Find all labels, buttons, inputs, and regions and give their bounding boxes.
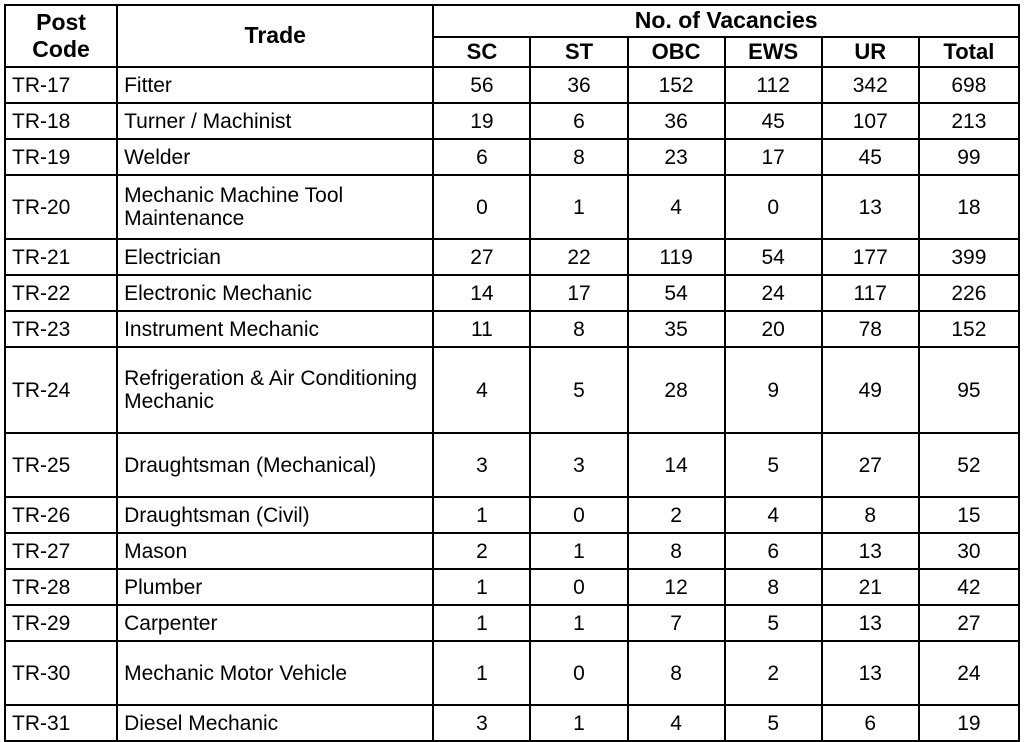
- cell-sc: 1: [433, 497, 530, 533]
- cell-trade: Carpenter: [117, 605, 433, 641]
- cell-total: 18: [919, 175, 1019, 239]
- table-row: [5, 605, 1019, 641]
- cell-obc: 119: [628, 239, 725, 275]
- table-body: [5, 67, 1019, 741]
- cell-total: 27: [919, 605, 1019, 641]
- cell-st: 6: [530, 103, 627, 139]
- table-row: [5, 67, 1019, 103]
- column-header-trade: Trade: [117, 5, 433, 67]
- cell-ur: 49: [822, 347, 919, 433]
- cell-ur: 6: [822, 705, 919, 741]
- cell-sc: 11: [433, 311, 530, 347]
- table-header-row-primary: [5, 5, 1019, 37]
- column-header-sc: SC: [433, 37, 530, 68]
- cell-ur: 177: [822, 239, 919, 275]
- cell-post-code: TR-31: [5, 705, 117, 741]
- cell-ur: 107: [822, 103, 919, 139]
- cell-st: 0: [530, 497, 627, 533]
- cell-ews: 45: [725, 103, 822, 139]
- cell-obc: 23: [628, 139, 725, 175]
- table-row: [5, 275, 1019, 311]
- cell-obc: 8: [628, 533, 725, 569]
- table-row: [5, 239, 1019, 275]
- cell-sc: 1: [433, 641, 530, 705]
- cell-obc: 7: [628, 605, 725, 641]
- cell-sc: 3: [433, 705, 530, 741]
- table-row: [5, 705, 1019, 741]
- cell-ur: 13: [822, 175, 919, 239]
- cell-sc: 14: [433, 275, 530, 311]
- cell-post-code: TR-22: [5, 275, 117, 311]
- cell-total: 213: [919, 103, 1019, 139]
- cell-post-code: TR-30: [5, 641, 117, 705]
- cell-sc: 6: [433, 139, 530, 175]
- column-header-ews: EWS: [725, 37, 822, 68]
- cell-st: 8: [530, 311, 627, 347]
- cell-post-code: TR-29: [5, 605, 117, 641]
- cell-st: 0: [530, 569, 627, 605]
- cell-trade: Plumber: [117, 569, 433, 605]
- cell-ews: 8: [725, 569, 822, 605]
- cell-ur: 117: [822, 275, 919, 311]
- cell-post-code: TR-25: [5, 433, 117, 497]
- cell-ews: 5: [725, 705, 822, 741]
- cell-total: 226: [919, 275, 1019, 311]
- cell-trade: Refrigeration & Air Conditioning Mechanic: [117, 347, 433, 433]
- cell-st: 1: [530, 175, 627, 239]
- cell-ews: 6: [725, 533, 822, 569]
- cell-post-code: TR-19: [5, 139, 117, 175]
- cell-post-code: TR-23: [5, 311, 117, 347]
- cell-ews: 0: [725, 175, 822, 239]
- table-row: [5, 347, 1019, 433]
- cell-st: 22: [530, 239, 627, 275]
- column-header-obc: OBC: [628, 37, 725, 68]
- table-row: [5, 103, 1019, 139]
- cell-post-code: TR-26: [5, 497, 117, 533]
- cell-trade: Mechanic Machine Tool Maintenance: [117, 175, 433, 239]
- cell-ews: 20: [725, 311, 822, 347]
- vacancy-table: [4, 4, 1020, 742]
- cell-sc: 4: [433, 347, 530, 433]
- cell-ews: 17: [725, 139, 822, 175]
- cell-obc: 8: [628, 641, 725, 705]
- cell-obc: 14: [628, 433, 725, 497]
- cell-total: 15: [919, 497, 1019, 533]
- cell-ews: 9: [725, 347, 822, 433]
- cell-trade: Draughtsman (Mechanical): [117, 433, 433, 497]
- cell-post-code: TR-20: [5, 175, 117, 239]
- table-row: [5, 497, 1019, 533]
- cell-obc: 152: [628, 67, 725, 103]
- cell-ur: 8: [822, 497, 919, 533]
- cell-st: 1: [530, 705, 627, 741]
- cell-post-code: TR-27: [5, 533, 117, 569]
- cell-sc: 2: [433, 533, 530, 569]
- cell-ur: 21: [822, 569, 919, 605]
- column-header-post-code: Post Code: [5, 5, 117, 67]
- cell-trade: Welder: [117, 139, 433, 175]
- column-header-st: ST: [530, 37, 627, 68]
- cell-obc: 4: [628, 705, 725, 741]
- cell-total: 95: [919, 347, 1019, 433]
- cell-total: 698: [919, 67, 1019, 103]
- cell-obc: 35: [628, 311, 725, 347]
- cell-ur: 342: [822, 67, 919, 103]
- cell-ur: 13: [822, 533, 919, 569]
- column-header-total: Total: [919, 37, 1019, 68]
- cell-ews: 5: [725, 433, 822, 497]
- cell-ews: 4: [725, 497, 822, 533]
- cell-st: 5: [530, 347, 627, 433]
- table-row: [5, 533, 1019, 569]
- cell-sc: 1: [433, 605, 530, 641]
- cell-post-code: TR-17: [5, 67, 117, 103]
- cell-total: 399: [919, 239, 1019, 275]
- cell-trade: Diesel Mechanic: [117, 705, 433, 741]
- cell-st: 36: [530, 67, 627, 103]
- cell-trade: Mechanic Motor Vehicle: [117, 641, 433, 705]
- cell-st: 1: [530, 533, 627, 569]
- cell-ews: 5: [725, 605, 822, 641]
- cell-obc: 28: [628, 347, 725, 433]
- cell-st: 8: [530, 139, 627, 175]
- cell-trade: Turner / Machinist: [117, 103, 433, 139]
- cell-post-code: TR-24: [5, 347, 117, 433]
- cell-ews: 24: [725, 275, 822, 311]
- cell-ur: 13: [822, 605, 919, 641]
- cell-st: 1: [530, 605, 627, 641]
- table-header: [5, 5, 1019, 67]
- cell-total: 42: [919, 569, 1019, 605]
- cell-st: 0: [530, 641, 627, 705]
- table-row: [5, 139, 1019, 175]
- cell-ews: 2: [725, 641, 822, 705]
- cell-total: 99: [919, 139, 1019, 175]
- cell-trade: Draughtsman (Civil): [117, 497, 433, 533]
- table-row: [5, 175, 1019, 239]
- cell-post-code: TR-18: [5, 103, 117, 139]
- cell-sc: 56: [433, 67, 530, 103]
- cell-total: 30: [919, 533, 1019, 569]
- table-row: [5, 311, 1019, 347]
- cell-obc: 36: [628, 103, 725, 139]
- cell-ur: 27: [822, 433, 919, 497]
- cell-st: 3: [530, 433, 627, 497]
- table-row: [5, 569, 1019, 605]
- column-header-vacancies-group: No. of Vacancies: [433, 5, 1019, 37]
- cell-ur: 78: [822, 311, 919, 347]
- cell-obc: 54: [628, 275, 725, 311]
- cell-total: 24: [919, 641, 1019, 705]
- table-row: [5, 433, 1019, 497]
- cell-obc: 12: [628, 569, 725, 605]
- cell-sc: 0: [433, 175, 530, 239]
- cell-ur: 13: [822, 641, 919, 705]
- cell-ews: 54: [725, 239, 822, 275]
- cell-trade: Electrician: [117, 239, 433, 275]
- cell-sc: 3: [433, 433, 530, 497]
- cell-trade: Fitter: [117, 67, 433, 103]
- cell-st: 17: [530, 275, 627, 311]
- cell-sc: 1: [433, 569, 530, 605]
- cell-trade: Mason: [117, 533, 433, 569]
- cell-total: 19: [919, 705, 1019, 741]
- cell-total: 152: [919, 311, 1019, 347]
- cell-post-code: TR-28: [5, 569, 117, 605]
- table-row: [5, 641, 1019, 705]
- cell-obc: 2: [628, 497, 725, 533]
- cell-trade: Electronic Mechanic: [117, 275, 433, 311]
- cell-trade: Instrument Mechanic: [117, 311, 433, 347]
- cell-total: 52: [919, 433, 1019, 497]
- cell-ews: 112: [725, 67, 822, 103]
- cell-sc: 27: [433, 239, 530, 275]
- cell-sc: 19: [433, 103, 530, 139]
- cell-post-code: TR-21: [5, 239, 117, 275]
- cell-obc: 4: [628, 175, 725, 239]
- cell-ur: 45: [822, 139, 919, 175]
- column-header-ur: UR: [822, 37, 919, 68]
